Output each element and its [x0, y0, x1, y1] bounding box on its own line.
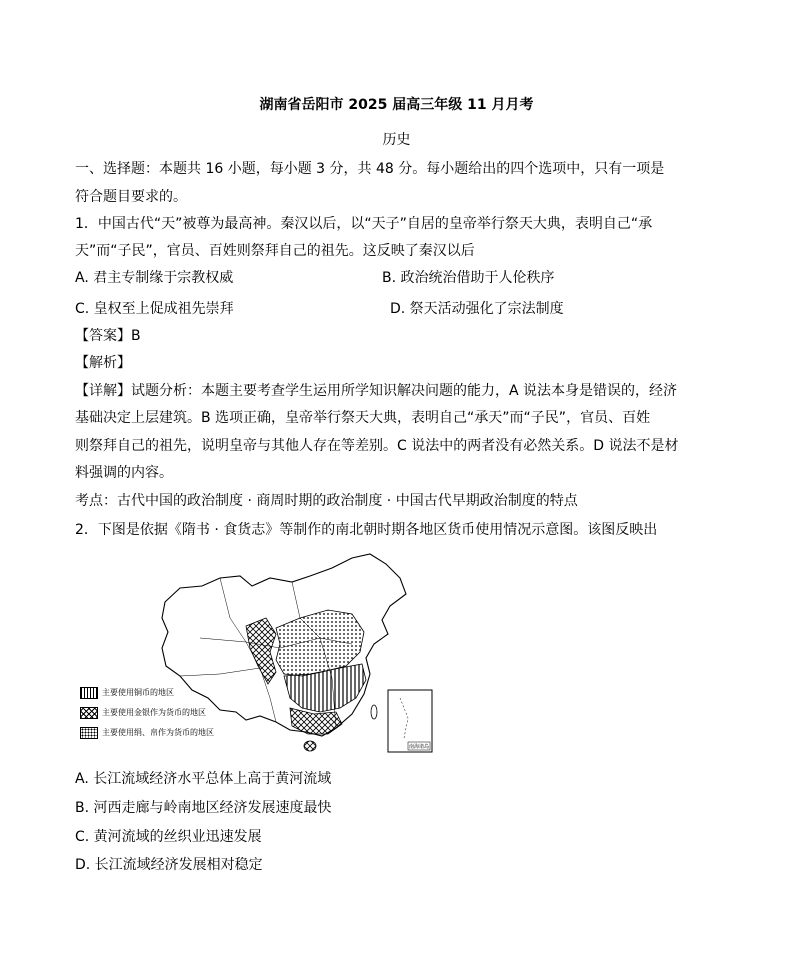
legend-label-copper: 主要使用铜币的地区	[102, 688, 174, 697]
q1-option-b: B. 政治统治借助于人伦秩序	[382, 270, 555, 286]
q1-point: 考点：古代中国的政治制度 · 商周时期的政治制度 · 中国古代早期政治制度的特点	[75, 493, 578, 509]
q1-analysis-label: 【解析】	[75, 355, 131, 371]
q1-detail-line2: 基础决定上层建筑。B 选项正确，皇帝举行祭天大典，表明自己“承天”而“子民”，官员、百姓	[75, 410, 651, 426]
q1-stem: 1．中国古代“天”被尊为最高神。秦汉以后，以“天子”自居的皇帝举行祭天大典，表明自己“承	[75, 216, 653, 232]
section-heading-cont: 符合题目要求的。	[75, 189, 187, 205]
inset-label: 南海诸岛	[409, 744, 430, 750]
legend-label-silk: 主要使用绢、帛作为货币的地区	[102, 728, 214, 737]
legend-label-gold-silver: 主要使用金银作为货币的地区	[102, 708, 206, 717]
q1-answer: 【答案】B	[75, 328, 141, 344]
q2-option-c: C. 黄河流域的丝织业迅速发展	[75, 829, 262, 845]
legend-swatch-silk	[80, 727, 98, 739]
q2-option-b: B. 河西走廊与岭南地区经济发展速度最快	[75, 800, 332, 816]
legend-swatch-copper	[80, 687, 98, 699]
q2-stem: 2．下图是依据《隋书 · 食货志》等制作的南北朝时期各地区货币使用情况示意图。该图反映出	[75, 522, 658, 538]
q1-detail-line4: 料强调的内容。	[75, 465, 173, 481]
q1-detail-line1: 【详解】试题分析：本题主要考查学生运用所学知识解决问题的能力，A 说法本身是错误的，经济	[75, 383, 678, 399]
q2-option-a: A. 长江流域经济水平总体上高于黄河流域	[75, 771, 332, 787]
subject-title: 历史	[382, 132, 411, 148]
q2-option-d: D. 长江流域经济发展相对稳定	[75, 857, 263, 873]
currency-map-figure	[70, 548, 445, 760]
legend-swatch-gold-silver	[80, 707, 98, 719]
q1-option-d: D. 祭天活动强化了宗法制度	[390, 301, 564, 317]
section-heading: 一、选择题：本题共 16 小题，每小题 3 分，共 48 分。每小题给出的四个选项中，只有一项是	[75, 161, 665, 177]
exam-title: 湖南省岳阳市 2025 届高三年级 11 月月考	[259, 97, 534, 113]
q1-stem-cont: 天”而“子民”，官员、百姓则祭拜自己的祖先。这反映了秦汉以后	[75, 243, 475, 259]
q1-option-a: A. 君主专制缘于宗教权威	[75, 270, 234, 286]
q1-detail-line3: 则祭拜自己的祖先，说明皇帝与其他人存在等差别。C 说法中的两者没有必然关系。D 说法不是材	[75, 438, 679, 454]
q1-option-c: C. 皇权至上促成祖先崇拜	[75, 301, 234, 317]
